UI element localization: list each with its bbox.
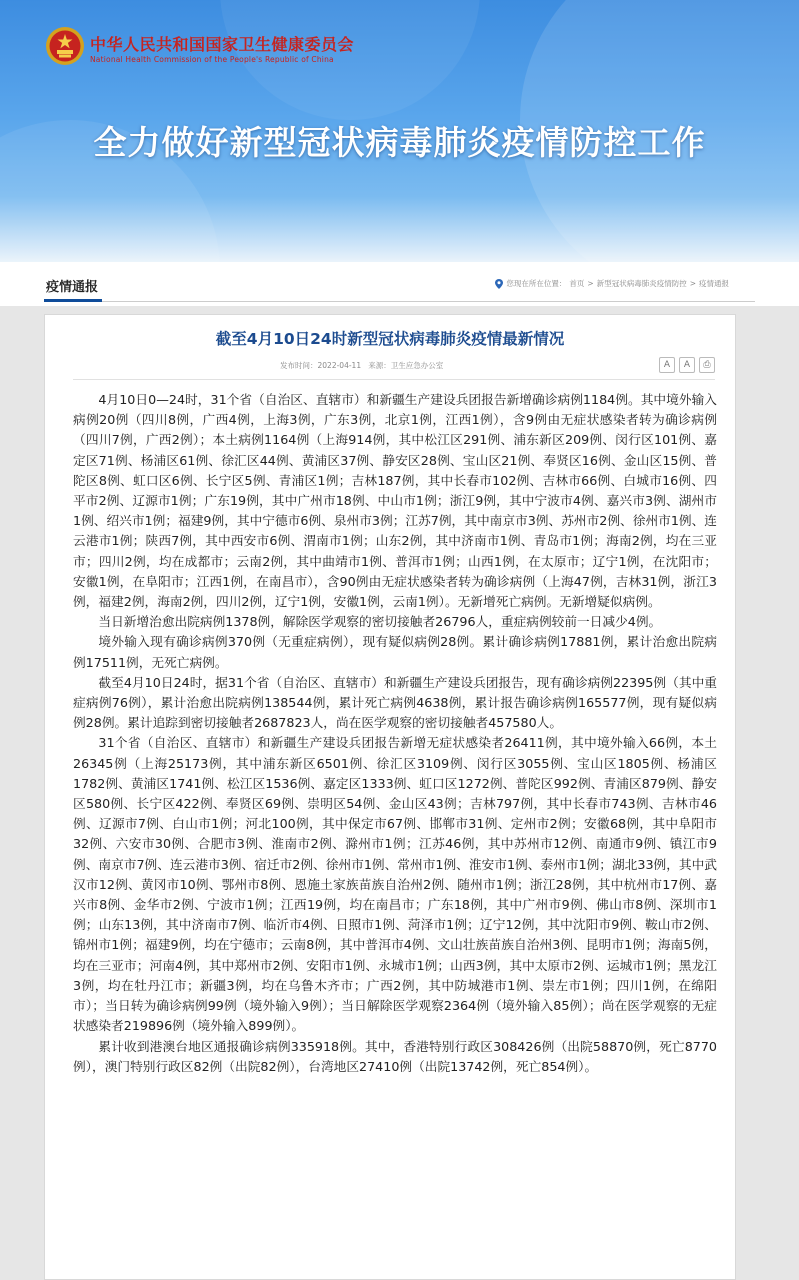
breadcrumb-covid-control[interactable]: 新型冠状病毒肺炎疫情防控	[596, 279, 687, 288]
location-pin-icon	[495, 279, 503, 289]
paragraph-new-cases: 4月10日0—24时，31个省（自治区、直辖市）和新疆生产建设兵团报告新增确诊病例1184例。其中境外输入病例20例（四川8例，广西4例，上海3例，广东3例，北京1例，江西1例），含9例由无症状感染者转为确诊病例（四川7例，广西2例）；本土病例1164例（上海914例，其中松江区291例、浦东新区209例、闵行区101例、嘉定区71例、杨浦区61例、徐汇区44例、黄浦区37例、静安区28例、宝山区21例、奉贤区16例、金山区15例、普陀区8例、虹口区6例、长宁区5例、青浦区1例；吉林187例，其中长春市102例、吉林市66例、白城市16例、四平市2例、辽源市1例；广东19例，其中广州市18例、中山市1例；浙江9例，其中宁波市4例、嘉兴市3例、湖州市1例、绍兴市1例；福建9例，其中宁德市6例、泉州市3例；江苏7例，其中南京市3例、苏州市2例、徐州市1例、连云港市1例；陕西7例，其中西安市6例、渭南市1例；山东2例，其中济南市1例、青岛市1例；海南2例，均在三亚市；四川2例，均在成都市；云南2例，其中曲靖市1例、普洱市1例；山西1例，在太原市；辽宁1例，在沈阳市；安徽1例，在阜阳市；江西1例，在南昌市），含90例由无症状感染者转为确诊病例（上海47例，吉林31例，浙江3例，福建2例，海南2例，四川2例，辽宁1例，安徽1例，云南1例）。无新增死亡病例。无新增疑似病例。	[73, 392, 717, 610]
paragraph-asymptomatic: 31个省（自治区、直辖市）和新疆生产建设兵团报告新增无症状感染者26411例，其中境外输入66例，本土26345例（上海25173例，其中浦东新区6501例、徐汇区3109例、闵行区3055例、宝山区1805例、杨浦区1782例、黄浦区1741例、松江区1536例、嘉定区1333例、虹口区1272例、普陀区992例、青浦区879例、静安区580例、长宁区422例、奉贤区69例、崇明区54例、金山区43例；吉林797例，其中长春市743例、吉林市46例、辽源市7例、白山市1例；河北100例，其中保定市67例、邯郸市31例、定州市2例；安徽68例，其中阜阳市32例、六安市30例、合肥市3例、淮南市2例、滁州市1例；江苏46例，其中苏州市12例、南通市9例、镇江市9例、南京市7例、连云港市3例、宿迁市2例、徐州市1例、常州市1例、淮安市1例、泰州市1例；湖北33例，其中武汉市12例、黄冈市10例、鄂州市8例、恩施土家族苗族自治州2例、随州市1例；浙江28例，其中杭州市17例、嘉兴市8例、金华市2例、宁波市1例；江西19例，均在南昌市；广东18例，其中广州市9例、佛山市8例、深圳市1例；山东13例，其中济南市7例、临沂市4例、日照市1例、菏泽市1例；辽宁12例，其中沈阳市9例、鞍山市2例、锦州市1例；福建9例，均在宁德市；云南8例，其中普洱市4例、文山壮族苗族自治州3例、昆明市1例；海南5例，均在三亚市；河南4例，其中郑州市2例、安阳市1例、永城市1例；山西3例，其中太原市2例、运城市1例；黑龙江3例，均在牡丹江市；新疆3例，均在乌鲁木齐市；广西2例，其中防城港市1例、崇左市1例；四川1例，在绵阳市）；当日转为确诊病例99例（境外输入9例）；当日解除医学观察2364例（境外输入85例）；尚在医学观察的无症状感染者219896例（境外输入899例）。	[73, 735, 717, 1034]
source-name: 卫生应急办公室	[390, 361, 444, 370]
org-name-en: National Health Commission of the People's Republic of China	[90, 55, 334, 64]
paragraph-hk-macao-taiwan: 累计收到港澳台地区通报确诊病例335918例。其中，香港特别行政区308426例（出院58870例，死亡8770例），澳门特别行政区82例（出院82例），台湾地区27410例（出院13742例，死亡854例）。	[73, 1038, 717, 1074]
font-increase-button[interactable]: A	[659, 357, 675, 373]
font-decrease-button[interactable]: A	[679, 357, 695, 373]
national-emblem-icon[interactable]	[45, 26, 85, 66]
date-label: 发布时间：	[280, 361, 318, 370]
section-divider	[44, 301, 755, 302]
section-bar	[0, 262, 799, 306]
publish-date: 2022-04-11	[317, 361, 362, 370]
org-name-cn[interactable]: 中华人民共和国国家卫生健康委员会	[90, 35, 355, 54]
print-button[interactable]: ⎙	[699, 357, 715, 373]
header-banner	[0, 0, 799, 262]
section-underline	[44, 299, 102, 302]
paragraph-recoveries: 当日新增治愈出院病例1378例，解除医学观察的密切接触者26796人，重症病例较前一日减少4例。	[98, 614, 662, 630]
source-label: 来源：	[368, 361, 391, 370]
breadcrumb-separator: >	[587, 279, 594, 288]
breadcrumb-prefix: 您现在所在位置：	[506, 279, 567, 288]
breadcrumb-separator: >	[689, 279, 696, 288]
section-title[interactable]: 疫情通报	[46, 280, 99, 295]
article-tools	[659, 357, 715, 373]
article-body	[73, 390, 717, 1077]
article-card	[44, 314, 736, 1280]
breadcrumb-home[interactable]: 首页	[569, 279, 585, 288]
banner-slogan: 全力做好新型冠状病毒肺炎疫情防控工作	[93, 123, 706, 162]
breadcrumb-current[interactable]: 疫情通报	[699, 279, 729, 288]
paragraph-imported: 境外输入现有确诊病例370例（无重症病例），现有疑似病例28例。累计确诊病例17881例，累计治愈出院病例17511例，无死亡病例。	[73, 634, 717, 670]
paragraph-cumulative: 截至4月10日24时，据31个省（自治区、直辖市）和新疆生产建设兵团报告，现有确诊病例22395例（其中重症病例76例），累计治愈出院病例138544例，累计死亡病例4638例，累计报告确诊病例165577例，现有疑似病例28例。累计追踪到密切接触者2687823人，尚在医学观察的密切接触者457580人。	[73, 674, 717, 731]
article-meta	[280, 360, 443, 371]
breadcrumb	[495, 278, 729, 289]
article-title: 截至4月10日24时新型冠状病毒肺炎疫情最新情况	[215, 330, 565, 348]
title-divider	[73, 379, 715, 380]
